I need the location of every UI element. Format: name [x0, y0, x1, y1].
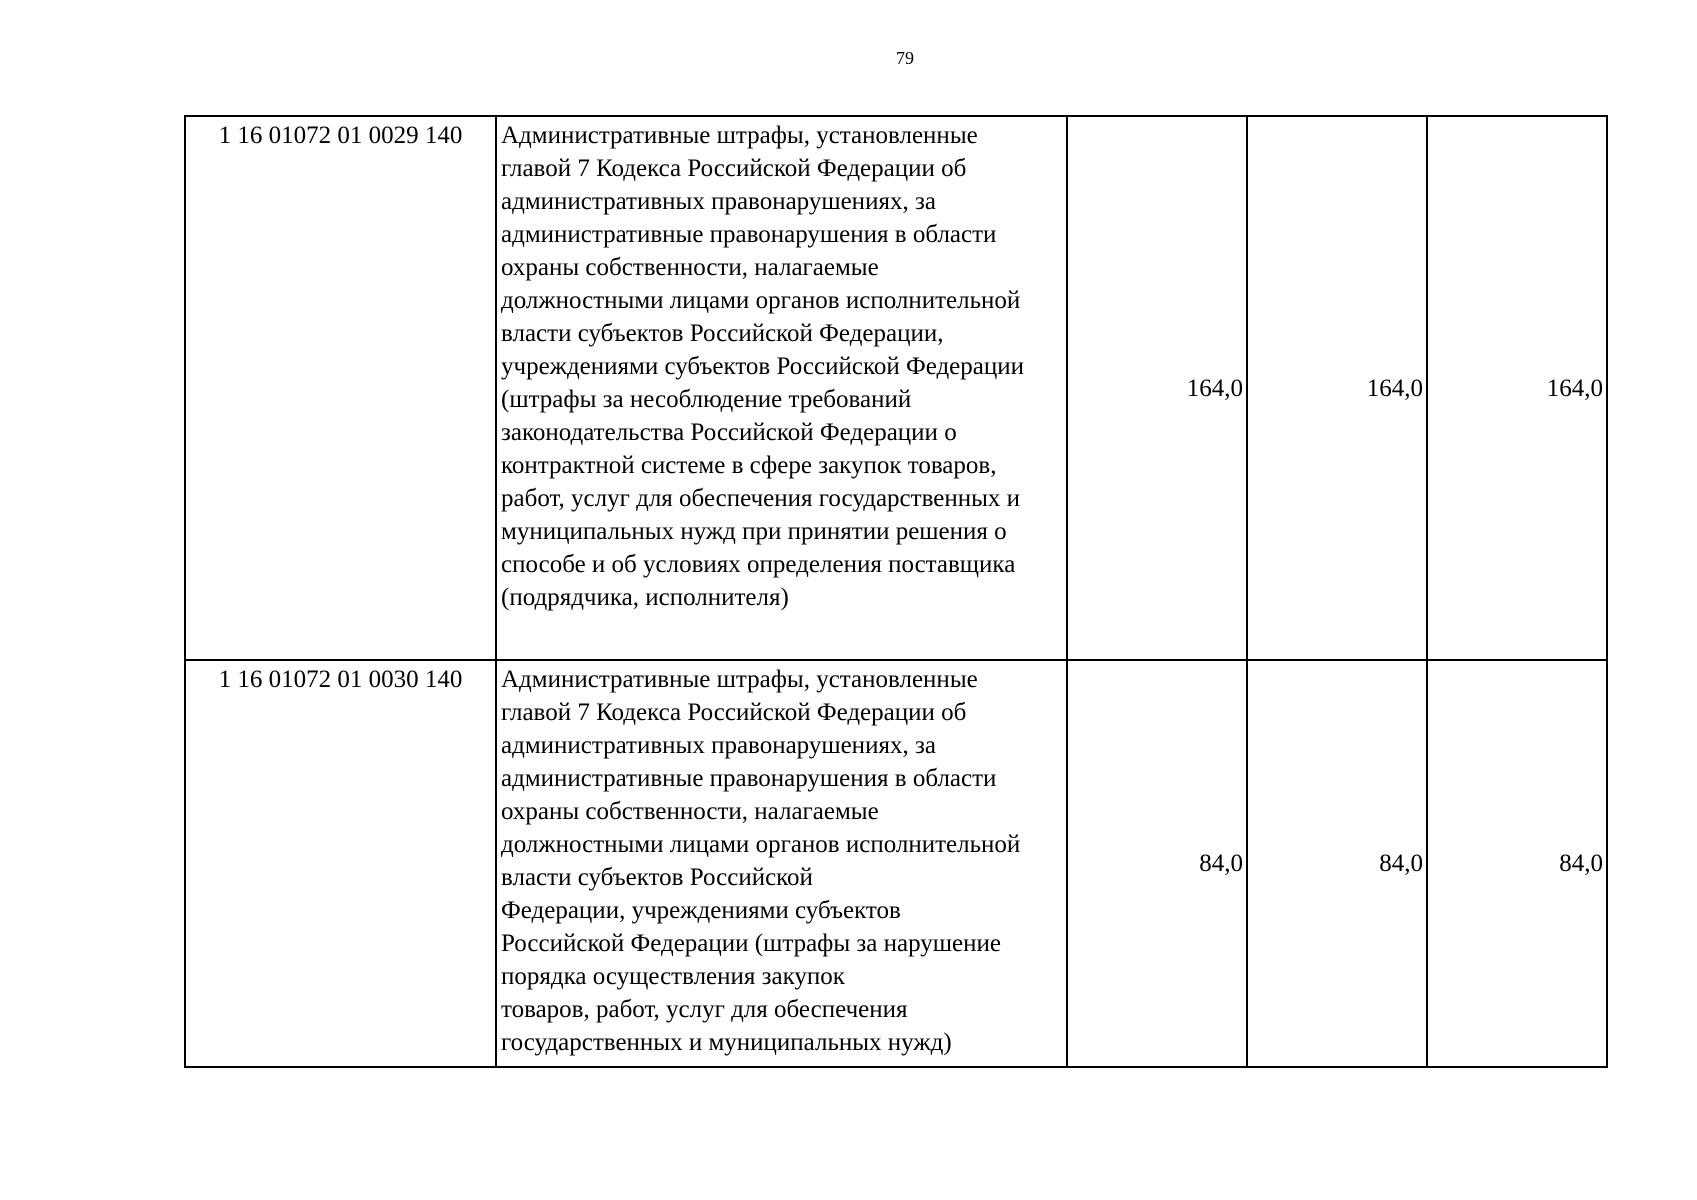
description-line: должностными лицами органов исполнительной — [501, 831, 1021, 858]
description-line: Административные штрафы, установленные — [501, 666, 978, 693]
description-line: Российской Федерации (штрафы за нарушение — [501, 930, 1001, 957]
description-line: контрактной системе в сфере закупок товаров, — [501, 452, 997, 479]
table-row — [185, 116, 1607, 660]
description-line: Административные штрафы, установленные — [501, 122, 978, 149]
description-line: власти субъектов Российской — [501, 864, 813, 891]
revenue-description — [496, 660, 1067, 1067]
description-line: (штрафы за несоблюдение требований — [501, 386, 912, 413]
description-line: (подрядчика, исполнителя) — [501, 584, 789, 611]
description-line: муниципальных нужд при принятии решения о — [501, 518, 1007, 545]
description-line: административные правонарушения в области — [501, 221, 997, 248]
description-line: работ, услуг для обеспечения государственных и — [501, 485, 1021, 512]
description-line: порядка осуществления закупок — [501, 963, 845, 990]
budget-classification-code: 1 16 01072 01 0030 140 — [185, 660, 496, 1067]
description-line: законодательства Российской Федерации о — [501, 419, 957, 446]
description-line: способе и об условиях определения поставщика — [501, 551, 1016, 578]
table-row — [185, 660, 1607, 1067]
budget-revenue-table — [184, 115, 1608, 1068]
amount-year-1: 84,0 — [1067, 660, 1247, 1067]
description-line: власти субъектов Российской Федерации, — [501, 320, 944, 347]
description-line: охраны собственности, налагаемые — [501, 798, 879, 825]
page-number: 79 — [896, 48, 914, 68]
description-line: административные правонарушения в области — [501, 765, 997, 792]
description-line: главой 7 Кодекса Российской Федерации об — [501, 699, 967, 726]
amount-year-2: 164,0 — [1247, 116, 1427, 660]
budget-classification-code: 1 16 01072 01 0029 140 — [185, 116, 496, 660]
amount-year-2: 84,0 — [1247, 660, 1427, 1067]
description-line: главой 7 Кодекса Российской Федерации об — [501, 155, 967, 182]
description-line: административных правонарушениях, за — [501, 188, 936, 215]
amount-year-1: 164,0 — [1067, 116, 1247, 660]
description-line: государственных и муниципальных нужд) — [501, 1029, 952, 1056]
amount-year-3: 164,0 — [1427, 116, 1607, 660]
amount-year-3: 84,0 — [1427, 660, 1607, 1067]
description-line: административных правонарушениях, за — [501, 732, 936, 759]
description-line: должностными лицами органов исполнительной — [501, 287, 1021, 314]
description-line: охраны собственности, налагаемые — [501, 254, 879, 281]
description-line: учреждениями субъектов Российской Федерации — [501, 353, 1025, 380]
description-line: Федерации, учреждениями субъектов — [501, 897, 901, 924]
description-line: товаров, работ, услуг для обеспечения — [501, 996, 908, 1023]
revenue-description — [496, 116, 1067, 660]
